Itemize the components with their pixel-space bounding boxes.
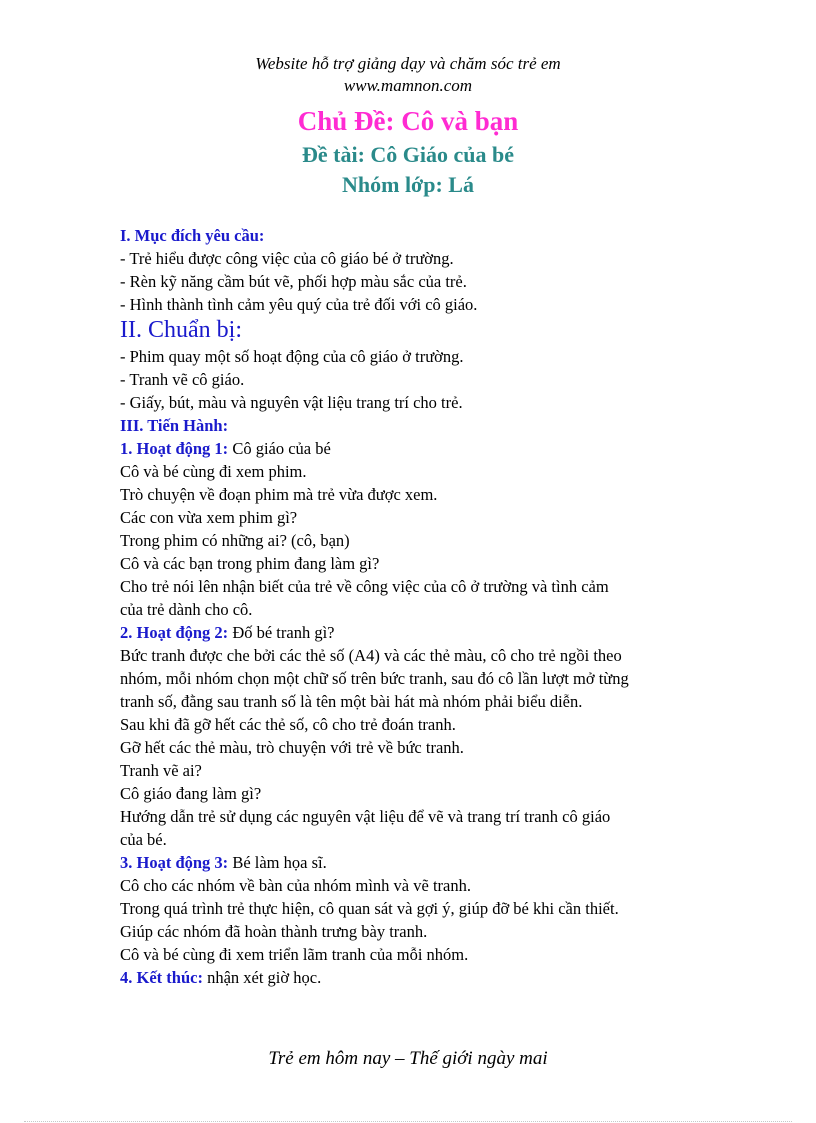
activity-2-title: Đố bé tranh gì? [228, 623, 335, 642]
ending-title: nhận xét giờ học. [202, 968, 322, 987]
section-2-heading: II. Chuẩn bị: [120, 317, 242, 343]
activity-2-line: của bé. [120, 830, 167, 849]
activity-2-line: Hướng dẫn trẻ sử dụng các nguyên vật liệu để vẽ và trang trí tranh cô giáo [120, 807, 611, 826]
activity-3-header [120, 851, 720, 874]
ending-label: 4. Kết thúc: [120, 968, 203, 987]
activity-2-line: Cô giáo đang làm gì? [120, 784, 262, 803]
section-1-item: - Rèn kỹ năng cầm bút vẽ, phối hợp màu sắc của trẻ. [120, 272, 467, 291]
activity-3-label: 3. Hoạt động 3: [120, 853, 229, 872]
activity-2-line: Tranh vẽ ai? [120, 761, 202, 780]
activity-1-line: Cho trẻ nói lên nhận biết của trẻ về công việc của cô ở trường và tình cảm [120, 577, 609, 596]
activity-2-label: 2. Hoạt động 2: [120, 623, 229, 642]
section-2-item: - Tranh vẽ cô giáo. [120, 370, 245, 389]
section-2-item: - Phim quay một số hoạt động của cô giáo ở trường. [120, 347, 464, 366]
activity-1-line: Trong phim có những ai? (cô, bạn) [120, 531, 350, 550]
activity-1-line: Các con vừa xem phim gì? [120, 508, 298, 527]
activity-3-title: Bé làm họa sĩ. [228, 853, 327, 872]
section-3-heading: III. Tiến Hành: [120, 416, 229, 435]
activity-1-label: 1. Hoạt động 1: [120, 439, 229, 458]
activity-2-line: Gỡ hết các thẻ màu, trò chuyện với trẻ về bức tranh. [120, 738, 464, 757]
group-title: Nhóm lớp: Lá [342, 172, 474, 197]
activity-3-line: Trong quá trình trẻ thực hiện, cô quan sát và gợi ý, giúp đỡ bé khi cần thiết. [120, 899, 619, 918]
lesson-body [120, 224, 720, 989]
activity-1-line: Cô và các bạn trong phim đang làm gì? [120, 554, 380, 573]
section-1-heading: I. Mục đích yêu cầu: [120, 226, 265, 245]
activity-3-line: Cô cho các nhóm về bàn của nhóm mình và vẽ tranh. [120, 876, 471, 895]
section-1-item: - Hình thành tình cảm yêu quý của trẻ đối với cô giáo. [120, 295, 478, 314]
activity-2-line: Bức tranh được che bởi các thẻ số (A4) và các thẻ màu, cô cho trẻ ngồi theo [120, 646, 622, 665]
section-2-item: - Giấy, bút, màu và nguyên vật liệu trang trí cho trẻ. [120, 393, 463, 412]
website-url: www.mamnon.com [343, 76, 473, 95]
footer-slogan: Trẻ em hôm nay – Thế giới ngày mai [268, 1048, 548, 1069]
activity-1-header [120, 437, 720, 460]
subject-title: Đề tài: Cô Giáo của bé [301, 142, 515, 167]
activity-2-line: Sau khi đã gỡ hết các thẻ số, cô cho trẻ đoán tranh. [120, 715, 456, 734]
activity-1-line: Cô và bé cùng đi xem phim. [120, 462, 307, 481]
page-divider [24, 1121, 792, 1122]
activity-2-line: nhóm, mỗi nhóm chọn một chữ số trên bức tranh, sau đó cô lần lượt mở từng [120, 669, 629, 688]
section-1-item: - Trẻ hiểu được công việc của cô giáo bé ở trường. [120, 249, 454, 268]
ending-header [120, 966, 720, 989]
topic-title: Chủ Đề: Cô và bạn [297, 106, 519, 136]
activity-3-line: Giúp các nhóm đã hoàn thành trưng bày tranh. [120, 922, 428, 941]
activity-1-line: Trò chuyện về đoạn phim mà trẻ vừa được xem. [120, 485, 438, 504]
activity-2-line: tranh số, đằng sau tranh số là tên một bài hát mà nhóm phải biểu diễn. [120, 692, 583, 711]
website-header: Website hỗ trợ giảng dạy và chăm sóc trẻ em [255, 54, 561, 73]
activity-1-line: của trẻ dành cho cô. [120, 600, 253, 619]
activity-1-title: Cô giáo của bé [228, 439, 331, 458]
activity-2-header [120, 621, 720, 644]
activity-3-line: Cô và bé cùng đi xem triển lãm tranh của mỗi nhóm. [120, 945, 469, 964]
